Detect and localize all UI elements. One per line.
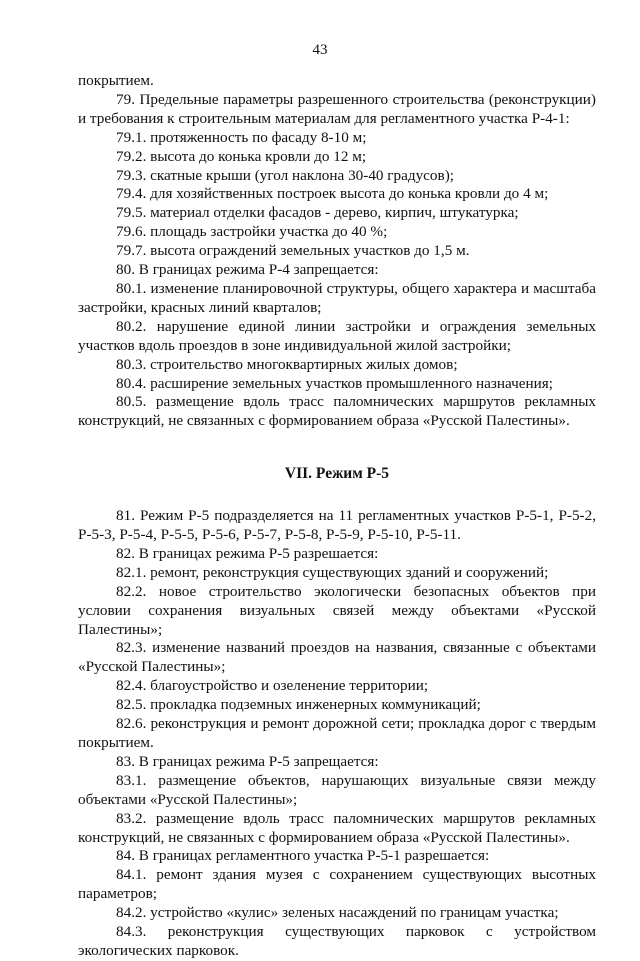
paragraph-82-4: 82.4. благоустройство и озеленение территории;: [116, 677, 429, 695]
paragraph-80-2: 80.2. нарушение единой линии застройки и ограждения земельных участков вдоль проездов в зоне индивидуальной жилой застройки;: [78, 317, 596, 354]
paragraph-79-6: 79.6. площадь застройки участка до 40 %;: [116, 223, 388, 241]
paragraph-82-6: 82.6. реконструкция и ремонт дорожной сети; прокладка дорог с твердым покрытием.: [78, 715, 596, 751]
paragraph-79-1: 79.1. протяженность по фасаду 8-10 м;: [116, 128, 367, 146]
paragraph-79-3: 79.3. скатные крыши (угол наклона 30-40 градусов);: [116, 166, 454, 184]
paragraph-84-1: 84.1. ремонт здания музея с сохранением существующих высотных параметров;: [78, 866, 596, 903]
paragraph-continuation: покрытием.: [78, 72, 154, 89]
paragraph-79-7: 79.7. высота ограждений земельных участков до 1,5 м.: [116, 242, 470, 260]
paragraph-84: 84. В границах регламентного участка Р-5-1 разрешается:: [116, 847, 490, 865]
section-heading: VII. Режим Р-5: [284, 465, 390, 483]
paragraph-83: 83. В границах режима Р-5 запрещается:: [116, 752, 379, 770]
paragraph-84-3: 84.3. реконструкция существующих парковок с устройством экологических парковок.: [78, 923, 596, 959]
page-number: 43: [312, 42, 328, 58]
paragraph-81: 81. Режим Р-5 подразделяется на 11 регламентных участков Р-5-1, Р-5-2, Р-5-3, Р-5-4, Р-5-5, Р-5-6, Р-5-7, Р-5-8, Р-5-9, Р-5-10, Р-5-11.: [78, 507, 596, 544]
paragraph-82-5: 82.5. прокладка подземных инженерных коммуникаций;: [116, 696, 481, 714]
paragraph-83-1: 83.1. размещение объектов, нарушающих визуальные связи между объектами «Русской Палестины»;: [78, 771, 596, 808]
document-body: [78, 72, 596, 961]
paragraph-82: 82. В границах режима Р-5 разрешается:: [116, 544, 379, 562]
paragraph-80-3: 80.3. строительство многоквартирных жилых домов;: [116, 355, 458, 373]
paragraph-79-5: 79.5. материал отделки фасадов - дерево, кирпич, штукатурка;: [116, 204, 519, 222]
paragraph-82-1: 82.1. ремонт, реконструкция существующих зданий и сооружений;: [116, 563, 549, 581]
paragraph-79: 79. Предельные параметры разрешенного строительства (реконструкции) и требования к строительным материалам для регламентного участка Р-4-1:: [78, 90, 596, 127]
paragraph-79-2: 79.2. высота до конька кровли до 12 м;: [116, 147, 367, 165]
paragraph-82-3: 82.3. изменение названий проездов на названия, связанные с объектами «Русской Палестины»;: [78, 639, 596, 676]
paragraph-82-2: 82.2. новое строительство экологически безопасных объектов при условии сохранения визуальных связей между объектами «Русской Палестины»;: [78, 582, 596, 638]
paragraph-80-4: 80.4. расширение земельных участков промышленного назначения;: [116, 374, 553, 392]
paragraph-80: 80. В границах режима Р-4 запрещается:: [116, 261, 379, 279]
paragraph-80-5: 80.5. размещение вдоль трасс паломнических маршрутов рекламных конструкций, не связанных с формированием образа «Русской Палестины».: [78, 393, 596, 430]
paragraph-84-2: 84.2. устройство «кулис» зеленых насаждений по границам участка;: [116, 904, 559, 922]
paragraph-79-4: 79.4. для хозяйственных построек высота до конька кровли до 4 м;: [116, 185, 549, 203]
paragraph-83-2: 83.2. размещение вдоль трасс паломнических маршрутов рекламных конструкций, не связанных с формированием образа «Русской Палестины».: [78, 809, 596, 846]
paragraph-80-1: 80.1. изменение планировочной структуры, общего характера и масштаба застройки, красных линий кварталов;: [78, 279, 596, 316]
